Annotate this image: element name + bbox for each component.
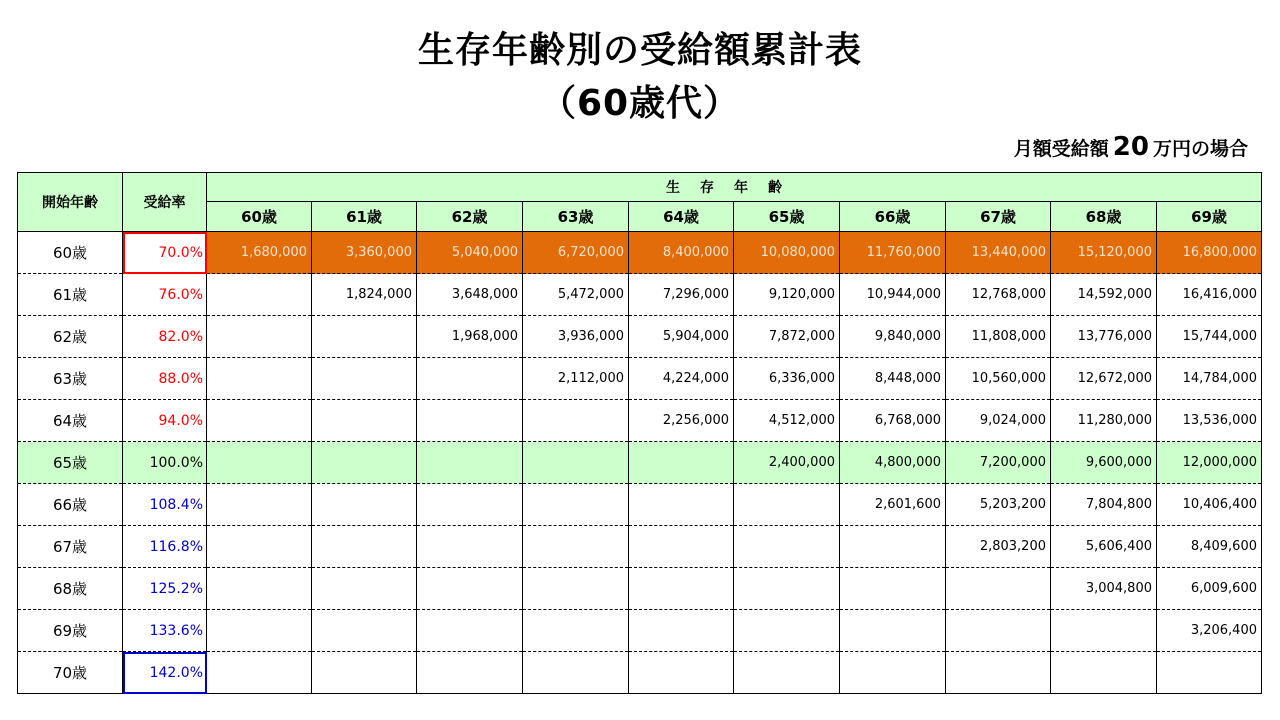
table-row — [18, 442, 1262, 484]
cumulative-amount-cell: 13,536,000 — [1157, 400, 1262, 442]
cumulative-amount-cell: 11,280,000 — [1051, 400, 1157, 442]
survival-age-header: 62歳 — [417, 202, 523, 232]
cumulative-amount-cell: 9,840,000 — [840, 316, 946, 358]
cumulative-amount-cell — [734, 652, 840, 694]
cumulative-amount-cell: 11,808,000 — [946, 316, 1051, 358]
cumulative-amount-cell: 5,606,400 — [1051, 526, 1157, 568]
rate-cell: 76.0% — [123, 274, 207, 316]
survival-age-header: 64歳 — [629, 202, 734, 232]
cumulative-amount-cell: 7,296,000 — [629, 274, 734, 316]
survival-age-header: 67歳 — [946, 202, 1051, 232]
cumulative-amount-cell: 7,200,000 — [946, 442, 1051, 484]
cumulative-amount-cell: 7,872,000 — [734, 316, 840, 358]
cumulative-amount-cell: 6,336,000 — [734, 358, 840, 400]
rate-cell: 70.0% — [123, 232, 207, 274]
start-age-cell: 65歳 — [18, 442, 123, 484]
cumulative-amount-cell: 6,009,600 — [1157, 568, 1262, 610]
start-age-cell: 62歳 — [18, 316, 123, 358]
cumulative-amount-cell: 5,203,200 — [946, 484, 1051, 526]
survival-age-header: 65歳 — [734, 202, 840, 232]
cumulative-amount-cell: 3,936,000 — [523, 316, 629, 358]
cumulative-amount-cell — [312, 358, 417, 400]
cumulative-amount-cell — [734, 610, 840, 652]
header-rate: 受給率 — [123, 173, 207, 232]
cumulative-amount-cell — [312, 400, 417, 442]
start-age-cell: 70歳 — [18, 652, 123, 694]
cumulative-amount-cell — [417, 358, 523, 400]
cumulative-amount-cell — [629, 610, 734, 652]
cumulative-amount-cell — [523, 652, 629, 694]
cumulative-amount-cell — [312, 568, 417, 610]
cumulative-amount-cell: 3,206,400 — [1157, 610, 1262, 652]
table-row — [18, 400, 1262, 442]
cumulative-amount-cell — [1051, 652, 1157, 694]
start-age-cell: 67歳 — [18, 526, 123, 568]
cumulative-amount-cell: 2,256,000 — [629, 400, 734, 442]
cumulative-amount-cell — [417, 526, 523, 568]
cumulative-amount-cell — [1157, 652, 1262, 694]
cumulative-amount-cell — [312, 484, 417, 526]
page-subtitle: （60歳代） — [539, 83, 741, 124]
cumulative-amount-cell — [312, 610, 417, 652]
table-row — [18, 610, 1262, 652]
table-body — [18, 232, 1262, 694]
cumulative-amount-cell — [312, 526, 417, 568]
table-row — [18, 232, 1262, 274]
cumulative-amount-cell — [629, 484, 734, 526]
cumulative-amount-cell — [207, 358, 312, 400]
cumulative-amount-cell — [417, 610, 523, 652]
cumulative-amount-cell — [417, 484, 523, 526]
cumulative-amount-cell: 5,904,000 — [629, 316, 734, 358]
note-suffix: 万円の場合 — [1152, 138, 1248, 160]
cumulative-amount-cell: 5,040,000 — [417, 232, 523, 274]
cumulative-amount-cell — [417, 442, 523, 484]
table-row — [18, 274, 1262, 316]
cumulative-amount-cell — [207, 610, 312, 652]
cumulative-amount-cell — [312, 442, 417, 484]
rate-cell: 88.0% — [123, 358, 207, 400]
cumulative-amount-cell: 14,784,000 — [1157, 358, 1262, 400]
start-age-cell: 66歳 — [18, 484, 123, 526]
table-row — [18, 316, 1262, 358]
start-age-cell: 68歳 — [18, 568, 123, 610]
cumulative-amount-cell: 2,400,000 — [734, 442, 840, 484]
cumulative-amount-cell: 10,944,000 — [840, 274, 946, 316]
cumulative-amount-cell: 15,744,000 — [1157, 316, 1262, 358]
cumulative-amount-cell — [207, 274, 312, 316]
cumulative-amount-cell: 9,024,000 — [946, 400, 1051, 442]
rate-cell: 108.4% — [123, 484, 207, 526]
start-age-cell: 64歳 — [18, 400, 123, 442]
cumulative-amount-cell: 5,472,000 — [523, 274, 629, 316]
cumulative-amount-cell: 10,080,000 — [734, 232, 840, 274]
survival-age-header: 68歳 — [1051, 202, 1157, 232]
start-age-cell: 60歳 — [18, 232, 123, 274]
cumulative-amount-cell — [946, 568, 1051, 610]
cumulative-amount-cell: 6,768,000 — [840, 400, 946, 442]
page-title: 生存年齢別の受給額累計表 — [417, 30, 862, 71]
cumulative-amount-cell — [523, 400, 629, 442]
table-row — [18, 484, 1262, 526]
monthly-amount-note — [1014, 132, 1248, 162]
cumulative-amount-cell — [840, 568, 946, 610]
start-age-cell: 63歳 — [18, 358, 123, 400]
cumulative-amount-cell: 13,440,000 — [946, 232, 1051, 274]
cumulative-amount-cell: 3,004,800 — [1051, 568, 1157, 610]
cumulative-amount-cell — [207, 400, 312, 442]
cumulative-amount-cell: 2,601,600 — [840, 484, 946, 526]
cumulative-amount-cell: 3,360,000 — [312, 232, 417, 274]
cumulative-amount-cell — [207, 568, 312, 610]
cumulative-amount-cell: 3,648,000 — [417, 274, 523, 316]
cumulative-amount-cell: 8,400,000 — [629, 232, 734, 274]
cumulative-amount-cell: 13,776,000 — [1051, 316, 1157, 358]
survival-age-header: 69歳 — [1157, 202, 1262, 232]
cumulative-amount-cell: 8,409,600 — [1157, 526, 1262, 568]
cumulative-amount-cell — [734, 568, 840, 610]
cumulative-amount-cell — [840, 526, 946, 568]
cumulative-amount-cell — [207, 484, 312, 526]
cumulative-amount-cell — [523, 442, 629, 484]
cumulative-amount-cell — [207, 442, 312, 484]
start-age-cell: 61歳 — [18, 274, 123, 316]
cumulative-amount-cell: 11,760,000 — [840, 232, 946, 274]
cumulative-amount-cell — [417, 400, 523, 442]
cumulative-amount-cell — [417, 568, 523, 610]
note-prefix: 月額受給額 — [1013, 138, 1109, 160]
cumulative-amount-cell: 1,680,000 — [207, 232, 312, 274]
survival-age-header: 60歳 — [207, 202, 312, 232]
cumulative-amount-cell: 7,804,800 — [1051, 484, 1157, 526]
survival-age-header: 63歳 — [523, 202, 629, 232]
cumulative-amount-cell — [312, 652, 417, 694]
rate-cell: 94.0% — [123, 400, 207, 442]
rate-cell: 142.0% — [123, 652, 207, 694]
start-age-cell: 69歳 — [18, 610, 123, 652]
cumulative-amount-cell: 2,112,000 — [523, 358, 629, 400]
cumulative-amount-cell: 14,592,000 — [1051, 274, 1157, 316]
cumulative-amount-cell — [629, 568, 734, 610]
cumulative-amount-cell: 2,803,200 — [946, 526, 1051, 568]
rate-cell: 133.6% — [123, 610, 207, 652]
cumulative-amount-cell — [840, 610, 946, 652]
cumulative-amount-cell — [523, 484, 629, 526]
cumulative-amount-cell: 4,224,000 — [629, 358, 734, 400]
cumulative-amount-cell: 1,824,000 — [312, 274, 417, 316]
cumulative-amount-cell — [1051, 610, 1157, 652]
cumulative-amount-cell — [523, 610, 629, 652]
cumulative-amount-cell — [734, 526, 840, 568]
cumulative-amount-cell: 10,406,400 — [1157, 484, 1262, 526]
rate-cell: 100.0% — [123, 442, 207, 484]
cumulative-amount-cell — [207, 652, 312, 694]
cumulative-amount-cell — [629, 526, 734, 568]
cumulative-amount-cell — [946, 610, 1051, 652]
table-row — [18, 358, 1262, 400]
cumulative-amount-cell — [946, 652, 1051, 694]
cumulative-amount-cell: 6,720,000 — [523, 232, 629, 274]
cumulative-amount-cell: 16,416,000 — [1157, 274, 1262, 316]
cumulative-amount-cell: 8,448,000 — [840, 358, 946, 400]
table-row — [18, 526, 1262, 568]
cumulative-benefit-table — [17, 172, 1262, 694]
cumulative-amount-cell — [734, 484, 840, 526]
cumulative-amount-cell: 15,120,000 — [1051, 232, 1157, 274]
cumulative-amount-cell — [312, 316, 417, 358]
cumulative-amount-cell: 1,968,000 — [417, 316, 523, 358]
cumulative-amount-cell: 12,672,000 — [1051, 358, 1157, 400]
cumulative-amount-cell: 12,768,000 — [946, 274, 1051, 316]
cumulative-amount-cell: 9,600,000 — [1051, 442, 1157, 484]
cumulative-amount-cell — [629, 652, 734, 694]
cumulative-amount-cell: 12,000,000 — [1157, 442, 1262, 484]
cumulative-amount-cell — [417, 652, 523, 694]
survival-age-header: 61歳 — [312, 202, 417, 232]
survival-age-header: 66歳 — [840, 202, 946, 232]
cumulative-amount-cell: 4,800,000 — [840, 442, 946, 484]
cumulative-amount-cell — [523, 526, 629, 568]
cumulative-amount-cell — [840, 652, 946, 694]
cumulative-amount-cell — [523, 568, 629, 610]
table-row — [18, 652, 1262, 694]
cumulative-amount-cell: 9,120,000 — [734, 274, 840, 316]
cumulative-amount-cell — [207, 526, 312, 568]
note-amount: 20 — [1112, 132, 1149, 162]
header-survival-age: 生存年齢 — [207, 173, 1262, 202]
cumulative-amount-cell: 4,512,000 — [734, 400, 840, 442]
cumulative-amount-cell: 10,560,000 — [946, 358, 1051, 400]
cumulative-amount-cell: 16,800,000 — [1157, 232, 1262, 274]
rate-cell: 82.0% — [123, 316, 207, 358]
cumulative-amount-cell — [629, 442, 734, 484]
header-start-age: 開始年齢 — [18, 173, 123, 232]
rate-cell: 125.2% — [123, 568, 207, 610]
cumulative-amount-cell — [207, 316, 312, 358]
rate-cell: 116.8% — [123, 526, 207, 568]
table-row — [18, 568, 1262, 610]
